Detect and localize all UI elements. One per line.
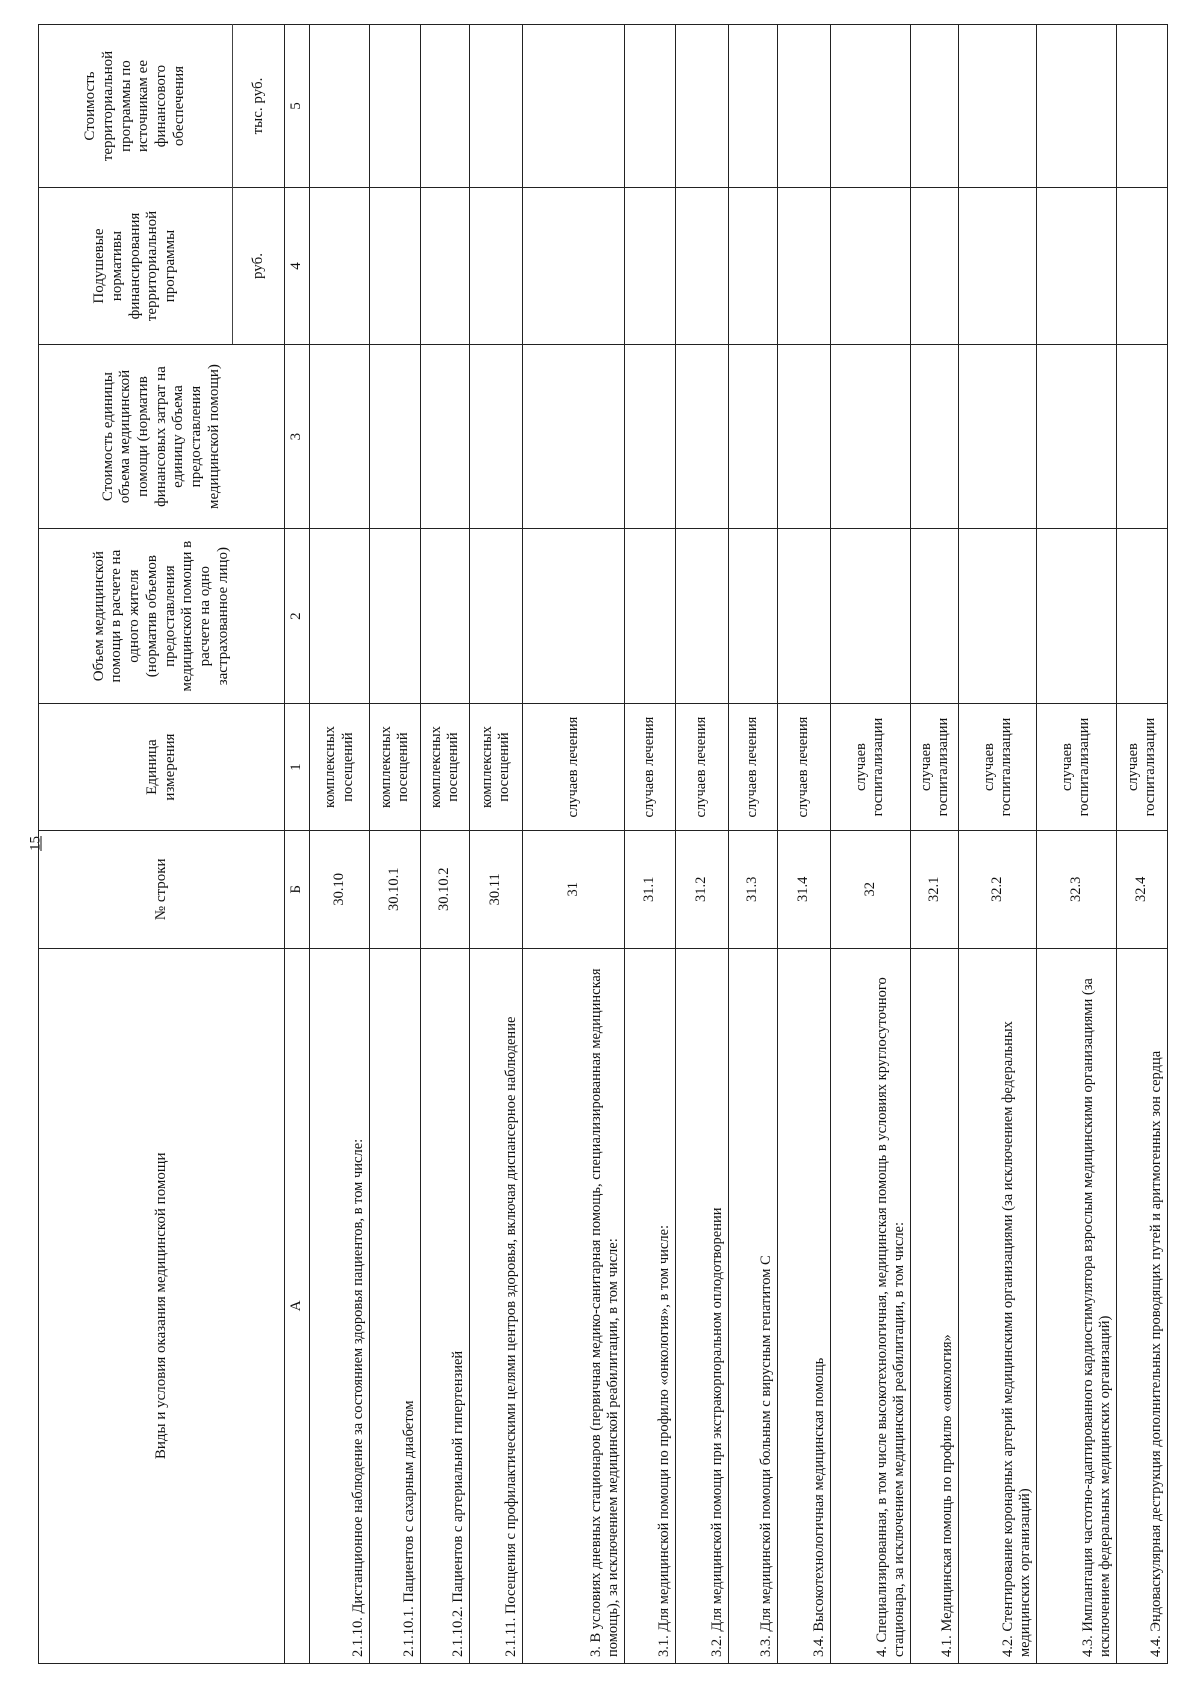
row-volume — [959, 529, 1037, 704]
header-per-capita: Подушевые нормативы финансирования территориальной программы — [39, 188, 233, 345]
row-unit: случаев госпитализации — [1116, 704, 1167, 831]
header-unit-cost: Стоимость единицы объема медицинской помощи (норматив финансовых затрат на единицу объема предоставления медицинской помощи) — [39, 345, 285, 529]
row-unit: комплексных посещений — [469, 704, 522, 831]
row-unit-cost — [1037, 345, 1117, 529]
row-volume — [729, 529, 778, 704]
page-number: 15 — [27, 836, 44, 851]
unit-rub: руб. — [232, 188, 284, 345]
row-number: 32.3 — [1037, 830, 1117, 948]
row-per-capita — [310, 188, 370, 345]
header-row-number: № строки — [39, 830, 285, 948]
row-volume — [777, 529, 830, 704]
row-name: 4. Специализированная, в том числе высокотехнологичная, медицинская помощь в условиях круглосуточного стационара, за исключением медицинской реабилитации, в том числе: — [830, 948, 910, 1663]
row-volume — [522, 529, 624, 704]
row-program-cost — [959, 25, 1037, 188]
row-unit-cost — [777, 345, 830, 529]
row-name: 4.4. Эндоваскулярная деструкция дополнительных проводящих путей и аритмогенных зон сердца — [1116, 948, 1167, 1663]
row-unit: случаев лечения — [777, 704, 830, 831]
row-volume — [469, 529, 522, 704]
table-row — [959, 25, 1037, 1664]
row-unit-cost — [675, 345, 728, 529]
row-per-capita — [830, 188, 910, 345]
code-a: А — [285, 948, 310, 1663]
row-number: 30.11 — [469, 830, 522, 948]
row-volume — [1037, 529, 1117, 704]
row-per-capita — [729, 188, 778, 345]
row-number: 32.2 — [959, 830, 1037, 948]
row-program-cost — [830, 25, 910, 188]
row-unit: случаев лечения — [522, 704, 624, 831]
row-per-capita — [469, 188, 522, 345]
row-unit-cost — [910, 345, 959, 529]
row-unit: комплексных посещений — [310, 704, 370, 831]
row-volume — [675, 529, 728, 704]
row-volume — [370, 529, 421, 704]
row-number: 30.10.2 — [420, 830, 469, 948]
row-unit: случаев лечения — [729, 704, 778, 831]
row-program-cost — [777, 25, 830, 188]
row-per-capita — [1037, 188, 1117, 345]
row-volume — [910, 529, 959, 704]
row-program-cost — [675, 25, 728, 188]
code-2: 2 — [285, 529, 310, 704]
table-row — [910, 25, 959, 1664]
row-per-capita — [959, 188, 1037, 345]
row-program-cost — [370, 25, 421, 188]
table-row — [469, 25, 522, 1664]
row-unit: случаев госпитализации — [830, 704, 910, 831]
row-unit-cost — [624, 345, 675, 529]
row-program-cost — [1037, 25, 1117, 188]
table-row — [370, 25, 421, 1664]
table-row — [830, 25, 910, 1664]
row-per-capita — [370, 188, 421, 345]
row-name: 3.1. Для медицинской помощи по профилю «онкология», в том числе: — [624, 948, 675, 1663]
row-unit-cost — [1116, 345, 1167, 529]
table-row — [675, 25, 728, 1664]
row-unit: случаев госпитализации — [959, 704, 1037, 831]
row-name: 4.3. Имплантация частотно-адаптированного кардиостимулятора взрослым медицинскими организациями (за исключением федеральных медицинских организаций) — [1037, 948, 1117, 1663]
table-row — [624, 25, 675, 1664]
table-row — [777, 25, 830, 1664]
row-program-cost — [522, 25, 624, 188]
row-volume — [624, 529, 675, 704]
table-row — [729, 25, 778, 1664]
code-1: 1 — [285, 704, 310, 831]
header-unit: Единица измерения — [39, 704, 285, 831]
row-unit-cost — [420, 345, 469, 529]
row-unit: случаев госпитализации — [1037, 704, 1117, 831]
row-volume — [310, 529, 370, 704]
header-row — [39, 25, 233, 1664]
row-unit-cost — [522, 345, 624, 529]
row-program-cost — [729, 25, 778, 188]
row-number: 31.3 — [729, 830, 778, 948]
row-program-cost — [1116, 25, 1167, 188]
unit-thousand-rub: тыс. руб. — [232, 25, 284, 188]
table-row — [420, 25, 469, 1664]
row-unit: случаев госпитализации — [910, 704, 959, 831]
row-volume — [1116, 529, 1167, 704]
row-number: 32 — [830, 830, 910, 948]
row-unit-cost — [959, 345, 1037, 529]
row-unit-cost — [310, 345, 370, 529]
row-per-capita — [624, 188, 675, 345]
row-program-cost — [624, 25, 675, 188]
code-3: 3 — [285, 345, 310, 529]
row-number: 31.1 — [624, 830, 675, 948]
code-4: 4 — [285, 188, 310, 345]
row-per-capita — [910, 188, 959, 345]
row-name: 3. В условиях дневных стационаров (первичная медико-санитарная помощь, специализированная медицинская помощь), за исключением медицинской реабилитации, в том числе: — [522, 948, 624, 1663]
row-name: 2.1.10.2. Пациентов с артериальной гипертензией — [420, 948, 469, 1663]
row-per-capita — [420, 188, 469, 345]
row-number: 31.2 — [675, 830, 728, 948]
row-program-cost — [310, 25, 370, 188]
row-name: 4.2. Стентирование коронарных артерий медицинскими организациями (за исключением федеральных медицинских организаций) — [959, 948, 1037, 1663]
row-unit-cost — [370, 345, 421, 529]
row-number: 32.1 — [910, 830, 959, 948]
medical-care-table — [38, 24, 1168, 1664]
row-per-capita — [777, 188, 830, 345]
row-volume — [830, 529, 910, 704]
table-row — [310, 25, 370, 1664]
row-name: 2.1.10. Дистанционное наблюдение за состоянием здоровья пациентов, в том числе: — [310, 948, 370, 1663]
row-per-capita — [675, 188, 728, 345]
row-per-capita — [1116, 188, 1167, 345]
row-number: 31.4 — [777, 830, 830, 948]
code-5: 5 — [285, 25, 310, 188]
row-number: 30.10 — [310, 830, 370, 948]
row-name: 2.1.10.1. Пациентов с сахарным диабетом — [370, 948, 421, 1663]
table-row — [1037, 25, 1117, 1664]
row-program-cost — [469, 25, 522, 188]
row-unit: случаев лечения — [675, 704, 728, 831]
table-row — [1116, 25, 1167, 1664]
row-number: 32.4 — [1116, 830, 1167, 948]
codes-row — [285, 25, 310, 1664]
row-unit-cost — [469, 345, 522, 529]
rotated-table-container — [38, 24, 1168, 1664]
row-name: 3.2. Для медицинской помощи при экстракорпоральном оплодотворении — [675, 948, 728, 1663]
row-name: 3.3. Для медицинской помощи больным с вирусным гепатитом С — [729, 948, 778, 1663]
header-volume: Объем медицинской помощи в расчете на одного жителя (норматив объемов предоставления медицинской помощи в расчете на одно застрахованное лицо) — [39, 529, 285, 704]
row-name: 4.1. Медицинская помощь по профилю «онкология» — [910, 948, 959, 1663]
row-unit: комплексных посещений — [370, 704, 421, 831]
table-row — [522, 25, 624, 1664]
row-unit: случаев лечения — [624, 704, 675, 831]
code-b: Б — [285, 830, 310, 948]
row-per-capita — [522, 188, 624, 345]
row-number: 31 — [522, 830, 624, 948]
row-program-cost — [910, 25, 959, 188]
header-program-cost: Стоимость территориальной программы по источникам ее финансового обеспечения — [39, 25, 233, 188]
row-name: 3.4. Высокотехнологичная медицинская помощь — [777, 948, 830, 1663]
row-program-cost — [420, 25, 469, 188]
row-unit: комплексных посещений — [420, 704, 469, 831]
row-number: 30.10.1 — [370, 830, 421, 948]
row-unit-cost — [729, 345, 778, 529]
row-volume — [420, 529, 469, 704]
row-unit-cost — [830, 345, 910, 529]
header-type: Виды и условия оказания медицинской помощи — [39, 948, 285, 1663]
row-name: 2.1.11. Посещения с профилактическими целями центров здоровья, включая диспансерное наблюдение — [469, 948, 522, 1663]
